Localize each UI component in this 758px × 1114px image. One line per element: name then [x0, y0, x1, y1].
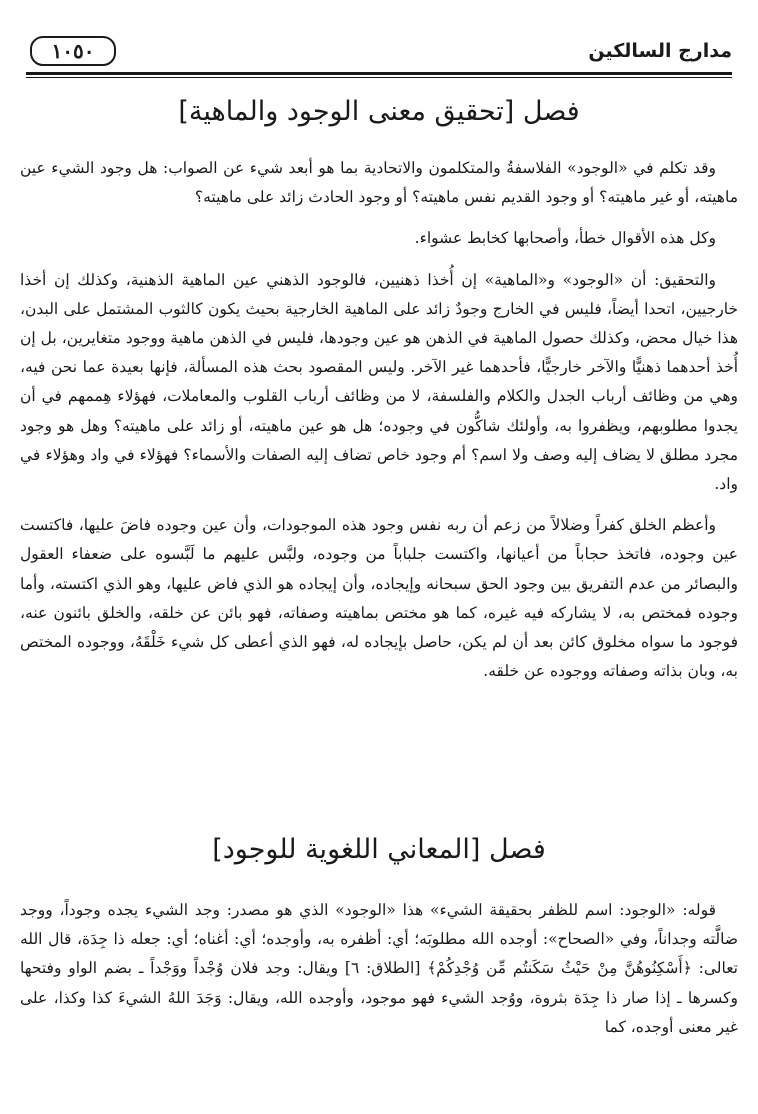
header-rule-thick [26, 72, 732, 75]
paragraph-4: وأعظم الخلق كفراً وضلالاً من زعم أن ربه نفس وجود هذه الموجودات، وأن عين وجوده فاضَ عليها، فاكتست عين وجوده، فاتخذ حجاباً من أعيانها، واكتست جلباباً من وجوده، ولبَّس عليهم ما لَبَّسوه على ضعفاء العقول والبصائر من عدم التفريق بين وجود الحق سبحانه وإيجاده، وأن إيجاده هو الذي فاض عليها، وهو الذي اكتسته، وأما وجوده فمختص به، لا يشاركه فيه غيره، كما هو مختص بماهيته وصفاته، فهو بائن عن خلقه، والخلق بائنون عنه، فوجود ما سواه مخلوق كائن بعد أن لم يكن، حاصل بإيجاده له، فهو الذي أعطى كل شيء خَلْقَهُ، ووجوده المختص به، وبان بذاته وصفاته ووجوده عن خلقه. [20, 516, 738, 681]
section-heading-linguistic-meanings: فصل [المعاني اللغوية للوجود] [212, 834, 546, 865]
page-number: ١٠٥٠ [30, 36, 116, 66]
section-body-existence-essence [20, 154, 738, 698]
section-heading-existence-essence: فصل [تحقيق معنى الوجود والماهية] [178, 96, 580, 127]
paragraph-5: قوله: «الوجود: اسم للظفر بحقيقة الشيء» هذا «الوجود» الذي هو مصدر: وجد الشيء يجده وجوداً، ووجد ضالَّته وجداناً، وفي «الصحاح»: أوجده الله مطلوبَه؛ أي: أظفره به، وأوجده؛ أي: أغناه؛ أي: جعله ذا جِدَة، قال الله تعالى: ﴿أَسْكِنُوهُنَّ مِنْ حَيْثُ سَكَنتُم مِّن وُجْدِكُمْ﴾ [الطلاق: ٦] ويقال: وجد فلان وُجْداً ووَجْداً ـ بضم الواو وفتحها وكسرها ـ إذا صار ذا جِدَة بثروة، ووُجد الشيء فهو موجود، وأوجده الله، ويقال: وَجَدَ اللهُ الشيءَ كذا وكذا، على غير معنى أوجده، كما [20, 901, 738, 1036]
paragraph-3: والتحقيق: أن «الوجود» و«الماهية» إن أُخذا ذهنيين، فالوجود الذهني عين الماهية الذهنية، وكذلك إن أخذا خارجيين، اتحدا أيضاً، فليس في الخارج وجودٌ زائد على الماهية الخارجية بحيث يكون كالثوب المشتمل على البدن، هذا خيال محض، وكذلك حصول الماهية في الذهن هو عين وجودها، فليس في الذهن ماهية ووجود متغايرين، بل إن أُخذ أحدهما ذهنيًّا والآخر خارجيًّا، فأحدهما غير الآخر. وليس المقصود بحث هذه المسألة، فإنها بعيدة عما نحن فيه، وهي من وظائف أرباب الجدل والكلام والفلسفة، لا من وظائف أرباب القلوب والمعاملات، فهؤلاء هِممهم في أن يجدوا مطلوبهم، ويظفروا به، وأولئك شاكُّون في وجوده؛ هل هو عين ماهيته، أو زائد على ماهيته؟ وهل هو وجود مجرد مطلق لا يضاف إليه وصف ولا اسم؟ أم وجود خاص تضاف إليه الصفات والأسماء؟ فهؤلاء في واد وهؤلاء في واد. [20, 270, 738, 494]
section-body-linguistic-meanings [20, 896, 738, 1054]
paragraph-1: وقد تكلم في «الوجود» الفلاسفةُ والمتكلمون والاتحادية بما هو أبعد شيء عن الصواب: هل وجود الشيء عين ماهيته، أو غير ماهيته؟ أو وجود القديم نفس ماهيته؟ أو وجود الحادث زائد على ماهيته؟ [20, 159, 738, 207]
paragraph-2: وكل هذه الأقوال خطأ، وأصحابها كخابط عشواء. [414, 229, 716, 248]
page-header [26, 30, 732, 78]
header-rule-thin [26, 77, 732, 78]
running-title: مدارج السالكين [588, 40, 732, 62]
